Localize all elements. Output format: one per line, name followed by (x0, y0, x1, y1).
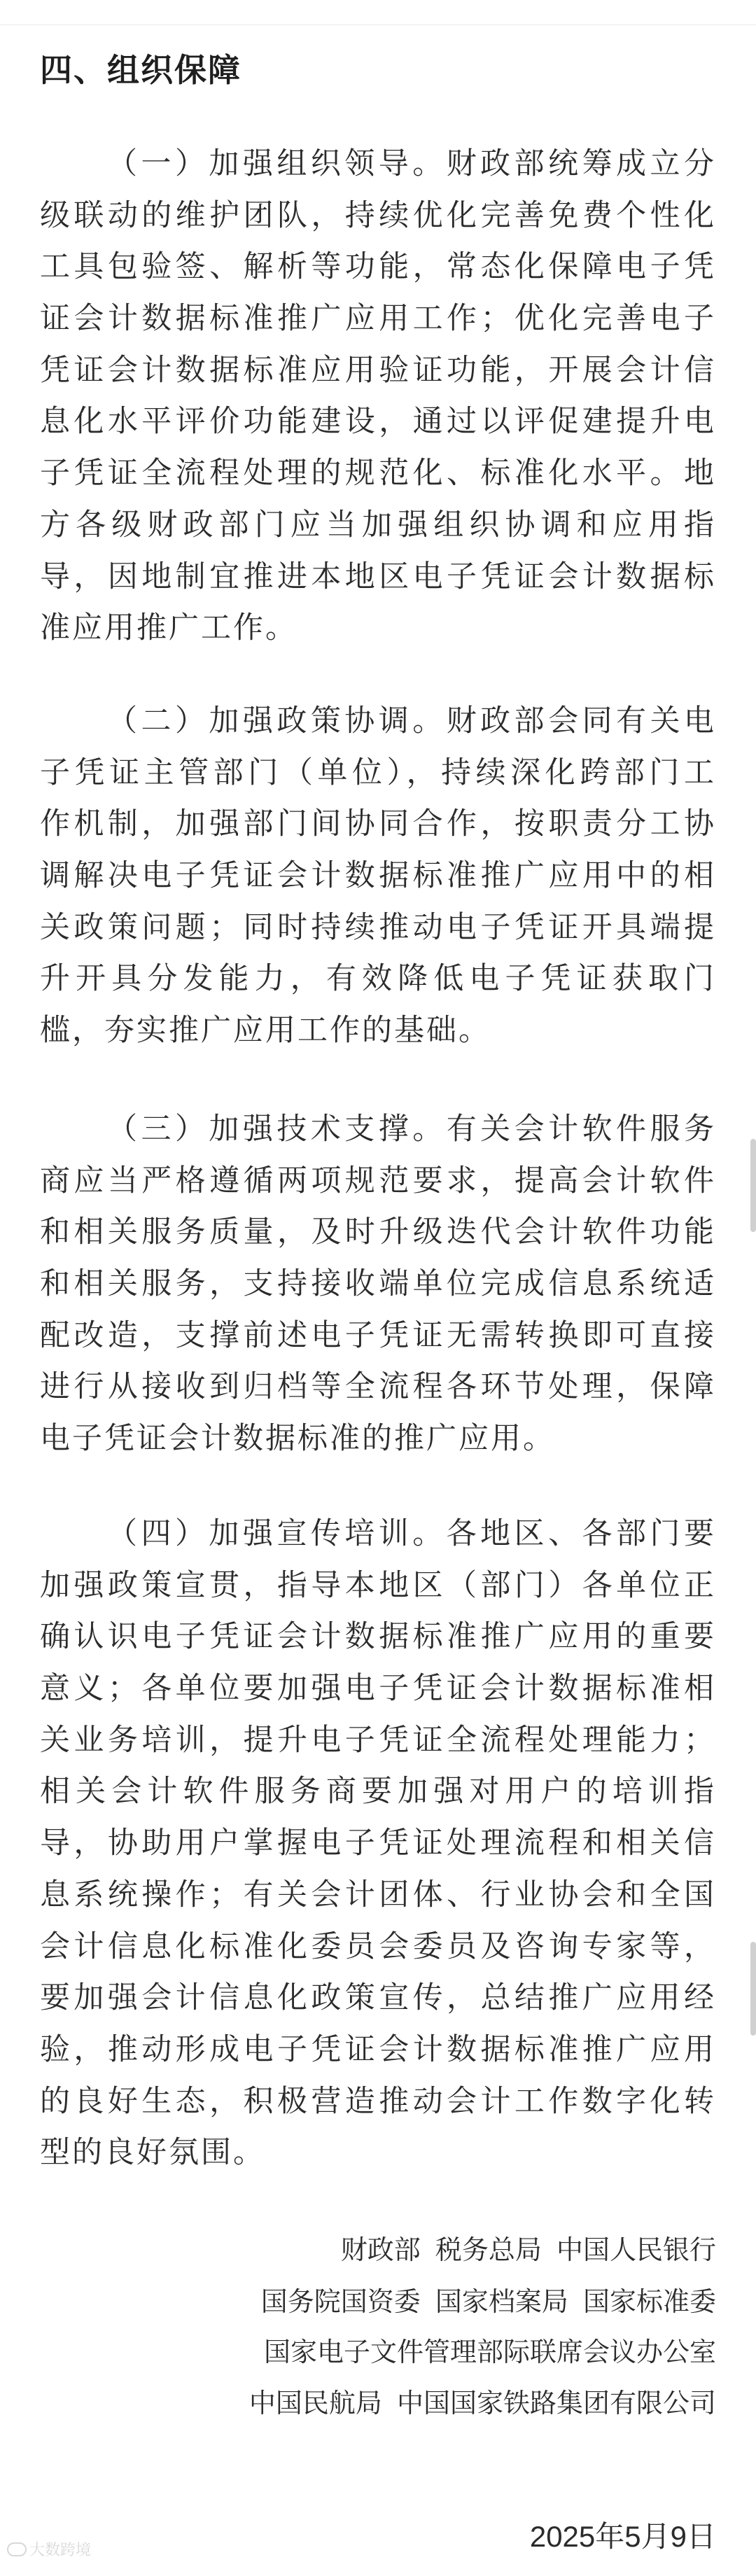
text-line: （三）加强技术支撑。有关会计软件服务 (107, 1112, 716, 1146)
text-line: 加强政策宣贯，指导本地区（部门）各单位正 (40, 1568, 716, 1602)
text-line: 要加强会计信息化政策宣传，总结推广应用经 (40, 1981, 716, 2015)
text-line: 级联动的维护团队，持续优化完善免费个性化 (40, 198, 716, 232)
text-line: 会计信息化标准化委员会委员及咨询专家等， (40, 1929, 716, 1963)
text-line: （一）加强组织领导。财政部统筹成立分 (107, 147, 716, 181)
text-line: （四）加强宣传培训。各地区、各部门要 (107, 1517, 716, 1550)
text-line: 方各级财政部门应当加强组织协调和应用指 (40, 507, 716, 542)
paragraph-technical-support (40, 1104, 716, 1465)
text-line: 工具包验签、解析等功能，常态化保障电子凭 (40, 250, 716, 284)
text-line: 调解决电子凭证会计数据标准推广应用中的相 (40, 859, 716, 893)
paragraph-publicity-training (40, 1508, 716, 2179)
text-line: 息系统操作；有关会计团体、行业协会和全国 (40, 1877, 716, 1912)
text-line: 确认识电子凭证会计数据标准推广应用的重要 (40, 1620, 716, 1654)
text-line: 进行从接收到归档等全流程各环节处理，保障 (40, 1370, 716, 1404)
top-divider (0, 24, 756, 25)
watermark-text: 大数跨境 (29, 2541, 92, 2558)
text-line: 息化水平评价功能建设，通过以评促建提升电 (40, 405, 716, 439)
text-line: 关政策问题；同时持续推动电子凭证开具端提 (40, 910, 716, 944)
text-line: 电子凭证会计数据标准的推广应用。 (40, 1422, 555, 1456)
text-line: 和相关服务质量，及时升级迭代会计软件功能 (40, 1215, 716, 1250)
text-line: 商应当严格遵循两项规范要求，提高会计软件 (40, 1163, 716, 1198)
text-line: 凭证会计数据标准应用验证功能，开展会计信 (40, 353, 716, 387)
text-line: 子凭证主管部门（单位），持续深化跨部门工 (40, 755, 716, 790)
text-line: 作机制，加强部门间协同合作，按职责分工协 (40, 807, 716, 841)
section-heading: 四、组织保障 (40, 52, 241, 88)
signatory-line: 国家电子文件管理部际联席会议办公室 (263, 2338, 716, 2367)
text-line: 关业务培训，提升电子凭证全流程处理能力； (40, 1723, 716, 1757)
text-line: 升开具分发能力，有效降低电子凭证获取门 (40, 962, 716, 996)
signatory-line: 国务院国资委 国家档案局 国家标准委 (260, 2288, 716, 2317)
watermark (7, 2538, 91, 2560)
text-line: 配改造，支撑前述电子凭证无需转换即可直接 (40, 1318, 716, 1352)
text-line: 和相关服务，支持接收端单位完成信息系统适 (40, 1267, 716, 1301)
text-line: 的良好生态，积极营造推动会计工作数字化转 (40, 2084, 716, 2118)
scrollbar-indicator[interactable] (750, 1139, 756, 1232)
scrollbar-indicator[interactable] (750, 1942, 756, 2036)
paragraph-policy-coordination (40, 696, 716, 1057)
text-line: 证会计数据标准推广应用工作；优化完善电子 (40, 302, 716, 336)
text-line: 槛，夯实推广应用工作的基础。 (40, 1014, 491, 1048)
text-line: 相关会计软件服务商要加强对用户的培训指 (40, 1774, 716, 1809)
text-line: 验，推动形成电子凭证会计数据标准推广应用 (40, 2032, 716, 2066)
text-line: 准应用推广工作。 (40, 611, 298, 645)
text-line: 子凭证全流程处理的规范化、标准化水平。地 (40, 456, 716, 491)
signatory-line: 财政部 税务总局 中国人民银行 (340, 2236, 716, 2265)
document-date: 2025年5月9日 (529, 2520, 716, 2553)
paragraph-organization-leadership (40, 139, 716, 654)
text-line: （二）加强政策协调。财政部会同有关电 (107, 704, 716, 738)
text-line: 导，因地制宜推进本地区电子凭证会计数据标 (40, 559, 716, 594)
text-line: 导，协助用户掌握电子凭证处理流程和相关信 (40, 1826, 716, 1861)
text-line: 意义；各单位要加强电子凭证会计数据标准相 (40, 1672, 716, 1706)
text-line: 型的良好氛围。 (40, 2136, 265, 2170)
signatory-line: 中国民航局 中国国家铁路集团有限公司 (248, 2389, 716, 2418)
watermark-logo-icon (7, 2542, 27, 2556)
